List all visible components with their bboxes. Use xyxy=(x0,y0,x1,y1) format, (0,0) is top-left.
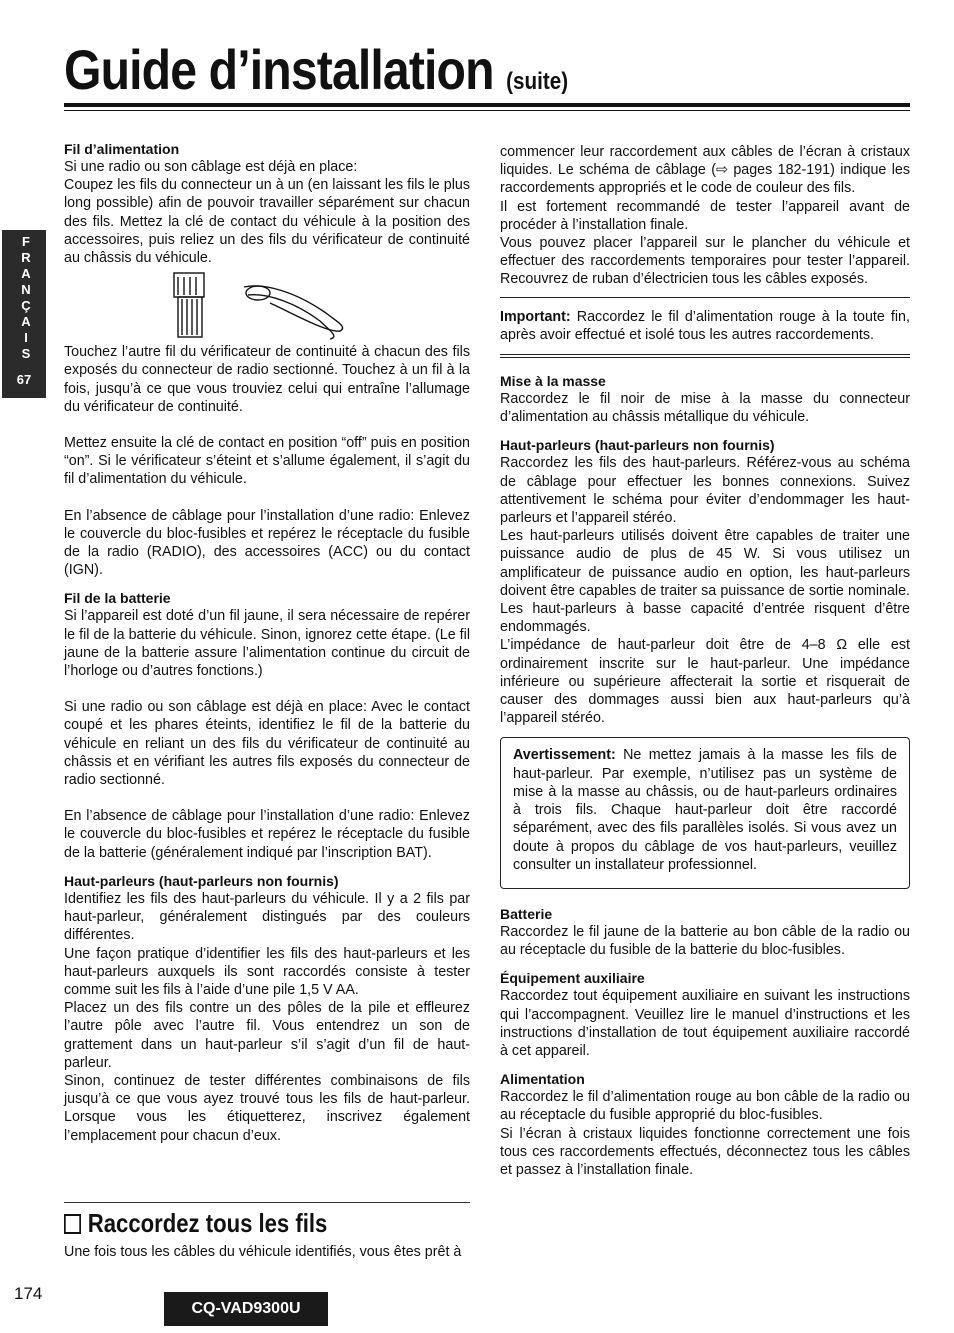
language-tab-letters xyxy=(16,234,36,362)
paragraph: Identifiez les fils des haut-parleurs du véhicule. Il y a 2 fils par haut-parleur, généralement distingués par des couleurs différentes. xyxy=(64,890,470,944)
section-heading: Alimentation xyxy=(500,1071,585,1088)
warning-box xyxy=(500,737,910,888)
paragraph: Raccordez le fil noir de mise à la masse du connecteur d’alimentation au châssis métallique du véhicule. xyxy=(500,391,910,426)
tab-letter: F xyxy=(22,234,30,249)
paragraph: Mettez ensuite la clé de contact en position “off” puis en position “on”. Si le vérificateur s’éteint et s’allume également, il s’agit du fil d’alimentation du véhicule. xyxy=(64,435,470,488)
section-heading: Haut-parleurs (haut-parleurs non fournis) xyxy=(64,872,339,889)
paragraph: Coupez les fils du connecteur un à un (en laissant les fils le plus long possible) afin de pouvoir travailler séparément sur chacun des fils. Mettez la clé de contact du véhicule à la position des accessoires, puis reliez un des fils du vérificateur de continuité au châssis du véhicule. xyxy=(64,177,470,267)
section-heading: Équipement auxiliaire xyxy=(500,970,645,987)
tab-letter: A xyxy=(21,266,31,281)
header-rule xyxy=(64,103,910,107)
tab-letter: Ç xyxy=(21,298,31,313)
section-title-raccordez xyxy=(64,1208,327,1239)
illustration-svg xyxy=(64,267,470,343)
language-tab-page: 67 xyxy=(16,372,32,387)
tab-letter: S xyxy=(21,346,31,361)
important-text: Raccordez le fil d’alimentation rouge à la toute fin, après avoir effectué et isolé tous les autres raccordements. xyxy=(500,308,910,343)
double-divider xyxy=(500,354,910,358)
paragraph: Raccordez le fil d’alimentation rouge au bon câble de la radio ou au réceptacle du fusible approprié du bloc-fusibles. xyxy=(500,1089,910,1124)
left-column xyxy=(64,140,470,1145)
divider xyxy=(500,297,910,298)
paragraph: En l’absence de câblage pour l’installation d’une radio: Enlevez le couvercle du bloc-fusibles et repérez le réceptacle du fusible de la batterie (généralement indiqué par l’inscription BAT). xyxy=(64,808,470,861)
title-suite: (suite) xyxy=(506,68,569,95)
continuity-tester-icon xyxy=(174,273,204,337)
paragraph: Si l’écran à cristaux liquides fonctionne correctement une fois tous ces raccordements effectués, déconnectez tous les câbles et passez à l’installation finale. xyxy=(500,1125,910,1178)
paragraph: Sinon, continuez de tester différentes combinaisons de fils jusqu’à ce que vous ayez trouvé tous les fils de haut-parleur. Lorsque vous les étiquetterez, inscrivez également l’emplacement pour chacun d’eux. xyxy=(64,1072,470,1144)
right-column xyxy=(500,143,910,1179)
warning-text: Ne mettez jamais à la masse les fils de haut-parleur. Par exemple, n’utilisez pas un système de mise à la masse au châssis, ou de haut-parleurs ordinaires à trois fils. Chaque haut-parleur doit être raccordé séparément, avec des fils parallèles isolés. Si vous avez un doute à propos du câblage de vos haut-parleurs, veuillez consulter un installateur professionnel. xyxy=(513,747,897,873)
paragraph: Une façon pratique d’identifier les fils des haut-parleurs et les haut-parleurs auxquels ils sont raccordés consiste à tester comme suit les fils à l’aide d’une pile 1,5 V AA. xyxy=(64,945,470,998)
paragraph: L’impédance de haut-parleur doit être de 4–8 Ω elle est ordinairement inscrite sur le haut-parleur. Une impédance inférieure ou supérieure affecterait la sortie et risquerait de causer des dommages aussi bien aux haut-parleurs qu’à l’appareil stéréo. xyxy=(500,637,910,727)
section-heading: Fil de la batterie xyxy=(64,590,171,607)
language-tab xyxy=(2,230,46,398)
pliers-icon xyxy=(244,286,343,339)
paragraph: Vous pouvez placer l’appareil sur le plancher du véhicule et effectuer des raccordements temporaires pour tester l’appareil. Recouvrez de ruban d’électricien tous les câbles exposés. xyxy=(500,235,910,288)
page-number: 174 xyxy=(14,1284,43,1303)
header-rule-thin xyxy=(64,110,910,111)
tab-letter: N xyxy=(21,282,31,297)
model-badge: CQ-VAD9300U xyxy=(164,1292,328,1326)
paragraph: Si l’appareil est doté d’un fil jaune, il sera nécessaire de repérer le fil de la batterie du véhicule. Sinon, ignorez cette étape. (Le fil jaune de la batterie assure l’alimentation continue du circuit de l’horloge ou d’autres fonctions.) xyxy=(64,608,470,680)
title-text: Guide d’installation xyxy=(64,38,494,101)
paragraph: Si une radio ou son câblage est déjà en place: Avec le contact coupé et les phares éteints, identifiez le fil de la batterie du véhicule en reliant un des fils du vérificateur de continuité au châssis et en vérifiant les autres fils exposés du connecteur de radio sectionné. xyxy=(64,699,470,789)
warning-label: Avertissement: xyxy=(513,747,616,764)
tab-letter: A xyxy=(21,314,31,329)
paragraph: Il est fortement recommandé de tester l’appareil avant de procéder à l’installation finale. xyxy=(500,198,910,233)
checkbox-square-icon xyxy=(64,1214,81,1234)
tester-pliers-illustration xyxy=(64,267,470,343)
section-heading: Haut-parleurs (haut-parleurs non fournis) xyxy=(500,437,775,454)
paragraph: commencer leur raccordement aux câbles de l’écran à cristaux liquides. Le schéma de câblage (⇨ pages 182-191) indique les raccordements appropriés et le code de couleur des fils. xyxy=(500,144,910,197)
paragraph: Une fois tous les câbles du véhicule identifiés, vous êtes prêt à xyxy=(64,1244,462,1260)
paragraph: Touchez l’autre fil du vérificateur de continuité à chacun des fils exposés du connecteur de radio sectionné. Touchez à un fil à la fois, jusqu’à ce que vous trouviez celui qui entraîne l’allumage du vérificateur de continuité. xyxy=(64,344,470,415)
section-divider xyxy=(64,1202,470,1203)
paragraph: Si une radio ou son câblage est déjà en place: xyxy=(64,159,358,175)
paragraph: Les haut-parleurs utilisés doivent être capables de traiter une puissance audio de plus de 45 W. Si vous utilisez un amplificateur de puissance audio en option, les haut-parleurs doivent être capables de traiter sa puissance de sortie nominale. Les haut-parleurs à basse capacité d’entrée risquent d’être endommagés. xyxy=(500,528,910,636)
paragraph: En l’absence de câblage pour l’installation d’une radio: Enlevez le couvercle du bloc-fusibles et repérez le réceptacle du fusible de la radio (RADIO), des accessoires (ACC) ou du contact (IGN). xyxy=(64,507,470,579)
important-note xyxy=(500,308,910,344)
tab-letter: I xyxy=(24,330,28,345)
paragraph: Placez un des fils contre un des pôles de la pile et effleurez l’autre pôle avec l’autre fil. Vous entendrez un son de grattement dans un haut-parleur s’il s’agit d’un fil de haut-parleur. xyxy=(64,1000,470,1071)
important-label: Important: xyxy=(500,308,571,325)
section-title-text: Raccordez tous les fils xyxy=(87,1208,328,1238)
paragraph: Raccordez les fils des haut-parleurs. Référez-vous au schéma de câblage pour effectuer les bonnes connexions. Suivez attentivement le schéma pour éviter d’endommager les haut-parleurs et l’appareil stéréo. xyxy=(500,455,910,527)
section-heading: Mise à la masse xyxy=(500,373,606,390)
tab-letter: R xyxy=(21,250,31,265)
paragraph: Raccordez le fil jaune de la batterie au bon câble de la radio ou au réceptacle du fusible de la batterie du bloc-fusibles. xyxy=(500,923,910,959)
section-heading: Batterie xyxy=(500,905,553,922)
paragraph: Raccordez tout équipement auxiliaire en suivant les instructions qui l’accompagnent. Veuillez lire le manuel d’instructions et les instructions d’installation de tout équipement auxiliaire raccordé à cet appareil. xyxy=(500,988,910,1059)
section-heading: Fil d’alimentation xyxy=(64,141,180,157)
